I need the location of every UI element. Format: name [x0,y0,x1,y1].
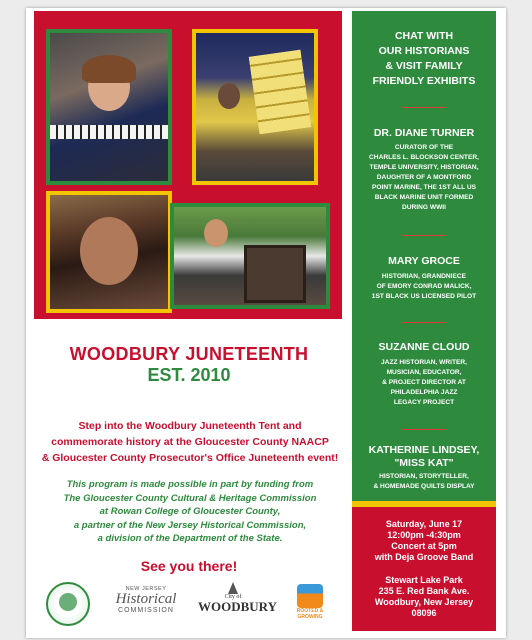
photo-historian-award [170,203,330,309]
logo-text-main: Historical [115,591,177,607]
logo-text-main: WOODBURY [198,599,277,614]
house-icon [297,584,323,608]
desc-line: HISTORIAN, STORYTELLER, [379,473,469,480]
intro-line: & Gloucester County Prosecutor's Office Juneteenth event! [41,452,339,464]
divider-line [402,235,446,236]
established-year: EST. 2010 [147,365,231,385]
sponsor-logos [26,580,352,636]
funding-line: a division of the Department of the State. [97,533,283,544]
event-time: 12:00pm -4:30pm [387,530,461,540]
logo-text-small: ROOTED & GROWING [296,608,324,620]
historian-description [356,143,492,213]
logo-text-small: City of [224,594,242,600]
historical-commission-logo [110,586,182,626]
logo-text-sub: COMMISSION [118,607,174,614]
intro-line: Step into the Woodbury Juneteenth Tent and [78,420,302,432]
framed-picture-shape [244,245,306,303]
sidebar-intro-line: & VISIT FAMILY [385,60,463,72]
historians-sidebar [352,11,496,507]
divider-line [402,429,446,430]
funding-paragraph [40,478,340,546]
historian-description [356,358,492,408]
funding-line: at Rowan College of Gloucester County, [99,506,281,517]
desc-line: OF EMORY CONRAD MALICK, [376,283,472,290]
intro-line: commemorate history at the Gloucester County NAACP [51,436,329,448]
desc-line: 1ST BLACK US LICENSED PILOT [371,293,477,300]
historian-name: KATHERINE LINDSEY, [368,444,480,456]
logo-emblem-shape [59,593,77,611]
photo-historian-portrait [46,191,172,313]
sidebar-intro-line: FRIENDLY EXHIBITS [372,75,476,87]
desc-line: PHILADELPHIA JAZZ [390,389,458,396]
desc-line: LEGACY PROJECT [393,399,455,406]
event-concert: Concert at 5pm [391,541,457,551]
desc-line: POINT MARINE, THE 1ST ALL US [371,184,477,191]
rowan-college-logo [288,584,332,626]
sidebar-intro-line: CHAT WITH [394,30,454,42]
closing-line: See you there! [140,558,238,574]
desc-line: & PROJECT DIRECTOR AT [382,379,466,386]
steeple-icon [228,582,238,594]
desc-line: CHARLES L. BLOCKSON CENTER, [369,154,479,161]
funding-line: This program is made possible in part by funding from [66,479,314,490]
funding-line: a partner of the New Jersey Historical Commission, [73,519,307,531]
face-shape [204,219,228,247]
event-date: Saturday, June 17 [385,519,463,529]
quilt-shape [249,50,311,134]
desc-line: BLACK MARINE UNIT FORMED [374,194,474,201]
flyer-page [26,8,506,638]
funding-line: The Gloucester County Cultural & Heritage Commission [63,492,317,504]
piano-keys [50,125,168,139]
photo-historian-piano [46,29,172,185]
desc-line: HISTORIAN, GRANDNIECE [381,273,467,280]
intro-paragraph [40,418,340,466]
event-details [352,507,496,631]
cultural-heritage-logo [46,582,90,626]
historian-nickname: "MISS KAT" [394,457,454,469]
event-headline: WOODBURY JUNETEENTH [69,344,309,364]
photo-quilt-display [192,29,318,185]
desc-line: JAZZ HISTORIAN, WRITER, [381,359,467,366]
desc-line: TEMPLE UNIVERSITY, HISTORIAN, [369,164,479,171]
historian-name: SUZANNE CLOUD [378,341,470,353]
desc-line: DURING WWII [402,204,446,211]
historian-description [356,272,492,302]
event-zip: 08096 [411,608,437,618]
desc-line: MUSICIAN, EDUCATOR, [386,369,462,376]
divider-line [402,322,446,323]
event-city: Woodbury, New Jersey [374,597,474,607]
event-band: with Deja Groove Band [374,552,474,562]
historian-name: MARY GROCE [388,255,460,267]
photo-collage [34,11,342,319]
person-shape [218,83,240,109]
historian-name: DR. DIANE TURNER [373,127,475,139]
city-of-woodbury-logo [198,582,277,626]
desc-line: DAUGHTER OF A MONTFORD [376,174,472,181]
face-shape [80,217,138,285]
event-address: 235 E. Red Bank Ave. [378,586,470,596]
desc-line: & HOMEMADE QUILTS DISPLAY [373,483,475,490]
hair-shape [82,55,136,83]
desc-line: CURATOR OF THE [394,144,454,151]
event-venue: Stewart Lake Park [385,575,463,585]
historian-description [356,472,492,492]
logo-text-small: NEW JERSEY [125,586,167,592]
divider-line [402,107,446,108]
sidebar-intro [352,29,496,89]
sidebar-intro-line: OUR HISTORIANS [378,45,470,57]
